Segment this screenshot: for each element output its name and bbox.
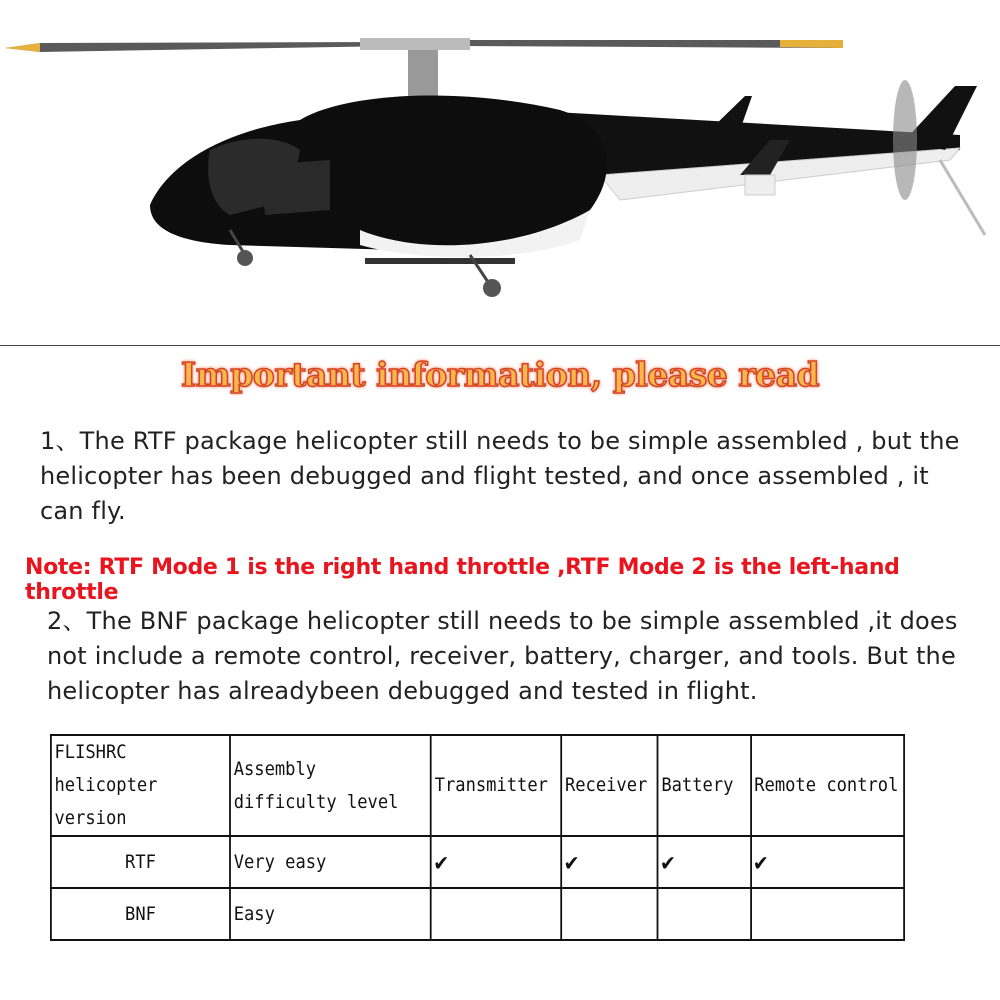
header-remote-control: Remote control: [751, 735, 904, 836]
header-battery: Battery: [658, 735, 751, 836]
receiver-check: ✔: [561, 836, 657, 888]
important-info-banner: Important information, please read: [180, 355, 820, 394]
package-comparison-table: [50, 734, 905, 941]
header-version: FLISHRC helicopter version: [51, 735, 230, 836]
table-row: [51, 836, 904, 888]
version-cell: RTF: [51, 836, 230, 888]
divider: [0, 345, 1000, 346]
header-difficulty: Assembly difficulty level: [230, 735, 431, 836]
battery-check: [658, 888, 751, 940]
remote-control-check: ✔: [751, 836, 904, 888]
rtf-paragraph: 1、The RTF package helicopter still needs to be simple assembled , but the helicopter has been debugged and flight tested, and once assembled , it can fly.: [40, 427, 960, 525]
receiver-check: [561, 888, 657, 940]
version-cell: BNF: [51, 888, 230, 940]
header-receiver: Receiver: [561, 735, 657, 836]
throttle-mode-note: Note: RTF Mode 1 is the right hand throttle ,RTF Mode 2 is the left-hand throttle: [25, 555, 900, 605]
table-header-row: [51, 735, 904, 836]
remote-control-check: [751, 888, 904, 940]
difficulty-cell: Easy: [230, 888, 431, 940]
transmitter-check: [431, 888, 561, 940]
bnf-paragraph: 2、The BNF package helicopter still needs to be simple assembled ,it does not include a remote control, receiver, battery, charger, and tools. But the helicopter has alreadybeen debugged and tested in flight.: [47, 607, 958, 705]
difficulty-cell: Very easy: [230, 836, 431, 888]
helicopter-photo: [0, 0, 1000, 345]
transmitter-check: ✔: [431, 836, 561, 888]
battery-check: ✔: [658, 836, 751, 888]
header-transmitter: Transmitter: [431, 735, 561, 836]
table-row: [51, 888, 904, 940]
